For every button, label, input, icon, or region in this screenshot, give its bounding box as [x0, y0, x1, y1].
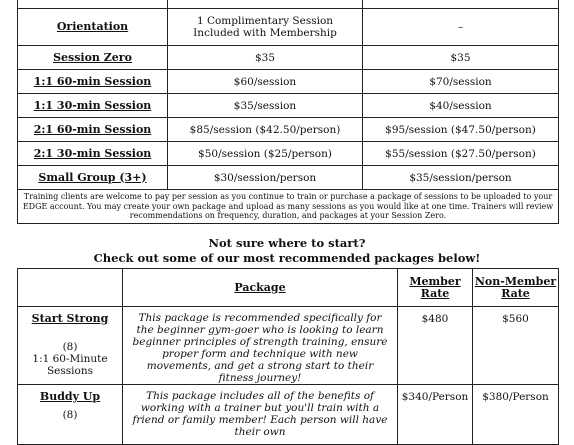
package-name: Buddy Up: [39, 390, 101, 403]
package-name-cell: [18, 307, 123, 385]
pricing-row: [18, 94, 559, 118]
nonmember-rate-column-header: Non-Member Rate: [473, 269, 559, 307]
pricing-row: [18, 46, 559, 70]
member-price-2-1-30: $50/session ($25/person): [168, 142, 363, 166]
package-nonmember-rate: $560: [473, 307, 559, 385]
pricing-row: [18, 70, 559, 94]
row-label-1-1-60: 1:1 60-min Session: [18, 70, 168, 94]
member-price-2-1-60: $85/session ($42.50/person): [168, 118, 363, 142]
row-label-1-1-30: 1:1 30-min Session: [18, 94, 168, 118]
packages-table: [17, 268, 559, 445]
package-member-rate: $480: [398, 307, 473, 385]
packages-header-row: [18, 269, 559, 307]
package-row: [18, 385, 559, 445]
package-member-rate: $340/Person: [398, 385, 473, 445]
nonmember-price-small-group: $35/session/person: [363, 166, 559, 190]
member-rate-column-header: Member Rate: [398, 269, 473, 307]
nonmember-price-session-zero: $35: [363, 46, 559, 70]
row-label-orientation: Orientation: [18, 9, 168, 46]
row-label-2-1-30: 2:1 30-min Session: [18, 142, 168, 166]
pricing-row: [18, 9, 559, 46]
pricing-note-row: [18, 190, 559, 224]
row-label-session-zero: Session Zero: [18, 46, 168, 70]
pricing-header-row: [18, 0, 559, 9]
row-label-2-1-60: 2:1 60-min Session: [18, 118, 168, 142]
pricing-row: [18, 118, 559, 142]
nonmember-price-orientation: –: [363, 9, 559, 46]
pricing-note: Training clients are welcome to pay per session as you continue to train or purchase a package of sessions to be uploaded to your EDGE account. You may create your own package and upload as many sessions as you would like at one time. Trainers will review recommendations on frequency, duration, and packages at your Session Zero.: [18, 190, 559, 224]
member-price-orientation: 1 Complimentary Session Included with Membership: [168, 9, 363, 46]
package-count: (8): [62, 341, 78, 353]
member-price-small-group: $30/session/person: [168, 166, 363, 190]
package-name-cell: [18, 385, 123, 445]
nonmember-price-1-1-60: $70/session: [363, 70, 559, 94]
nonmember-price-1-1-30: $40/session: [363, 94, 559, 118]
package-type: 1:1 60-Minute Sessions: [32, 353, 108, 377]
cta-question: Not sure where to start?: [208, 236, 366, 250]
package-row: [18, 307, 559, 385]
member-price-session-zero: $35: [168, 46, 363, 70]
nonmember-price-2-1-60: $95/session ($47.50/person): [363, 118, 559, 142]
pricing-table: [17, 0, 559, 224]
package-count: (8): [62, 409, 78, 421]
cta-recommendation: Check out some of our most recommended packages below!: [93, 251, 481, 265]
package-column-header: Package: [123, 269, 398, 307]
member-price-1-1-60: $60/session: [168, 70, 363, 94]
package-description: This package is recommended specifically for the beginner gym-goer who is looking to learn beginner principles of strength training, ensure proper form and technique with new movements, and get a strong start to their fitness journey!: [123, 307, 398, 385]
package-description: This package includes all of the benefits of working with a trainer but you'll train with a friend or family member! Each person will have their own: [123, 385, 398, 445]
pricing-row: [18, 142, 559, 166]
pricing-row: [18, 166, 559, 190]
package-name: Start Strong: [31, 312, 109, 325]
row-label-small-group: Small Group (3+): [18, 166, 168, 190]
nonmember-price-2-1-30: $55/session ($27.50/person): [363, 142, 559, 166]
package-nonmember-rate: $380/Person: [473, 385, 559, 445]
member-price-1-1-30: $35/session: [168, 94, 363, 118]
